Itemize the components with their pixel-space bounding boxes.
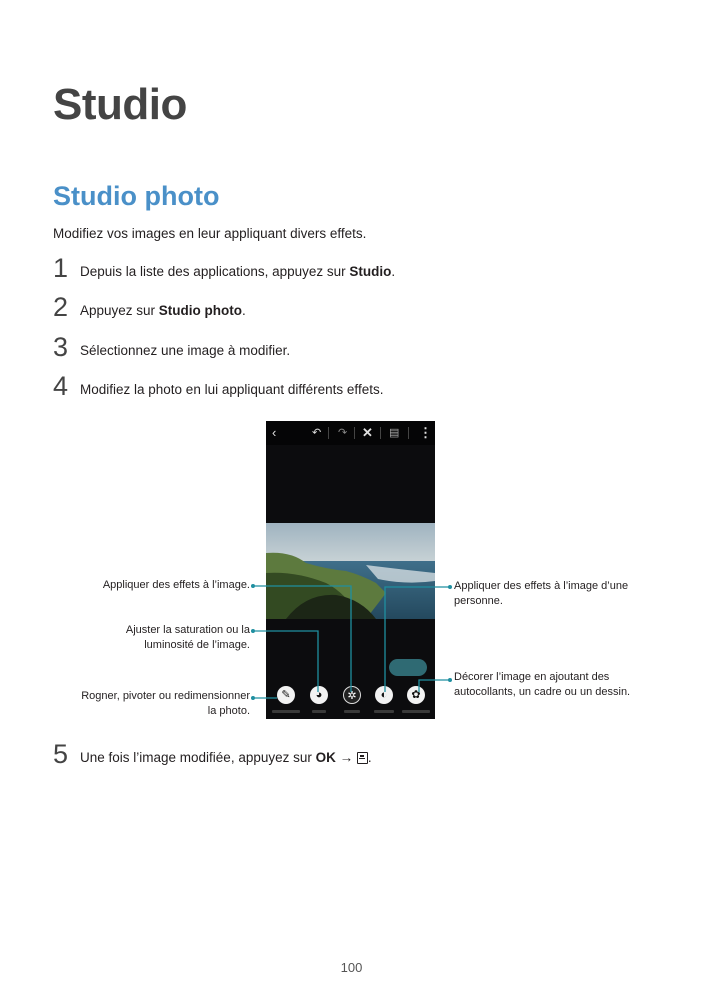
intro-text: Modifiez vos images en leur appliquant divers effets. xyxy=(53,226,367,241)
portrait-icon[interactable]: ◐ xyxy=(375,686,393,704)
page-number: 100 xyxy=(340,960,363,975)
callout-effects: Appliquer des effets à l’image. xyxy=(102,579,250,591)
more-options-icon[interactable]: ⋮ xyxy=(419,425,432,440)
step-number: 2 xyxy=(53,292,69,322)
magic-wand-icon[interactable]: ✲ xyxy=(343,686,361,704)
undo-icon[interactable]: ↶ xyxy=(312,427,322,439)
step-number: 4 xyxy=(53,371,69,401)
section-title: Studio photo xyxy=(53,181,220,211)
step-text: Depuis la liste des applications, appuyez sur Studio. xyxy=(80,264,396,279)
callout-portrait: Appliquer des effets à l’image d’une personne. xyxy=(454,580,629,607)
step-text: Une fois l’image modifiée, appuyez sur OK → . xyxy=(80,750,372,765)
save-icon xyxy=(357,752,368,764)
step-number: 3 xyxy=(53,332,69,362)
callout-saturation: Ajuster la saturation ou la luminosité de l’image. xyxy=(125,624,250,651)
step-number: 5 xyxy=(53,739,69,769)
step-text: Appuyez sur Studio photo. xyxy=(80,303,246,318)
step-text: Sélectionnez une image à modifier. xyxy=(80,343,291,358)
callout-crop: Rogner, pivoter ou redimensionner la photo. xyxy=(81,690,250,717)
redo-icon[interactable]: ↷ xyxy=(338,427,348,439)
step-number: 1 xyxy=(53,253,69,283)
chapter-title: Studio xyxy=(53,80,187,129)
sticker-icon[interactable]: ✿ xyxy=(407,686,425,704)
save-icon[interactable]: ▤ xyxy=(389,427,400,439)
step-text: Modifiez la photo en lui appliquant différents effets. xyxy=(80,382,384,397)
callout-decorate: Décorer l’image en ajoutant des autocollants, un cadre ou un dessin. xyxy=(454,671,631,698)
wrench-icon[interactable]: ✎ xyxy=(277,686,295,704)
back-arrow-icon[interactable]: ‹ xyxy=(272,425,277,440)
close-icon[interactable]: ✕ xyxy=(362,425,373,440)
palette-icon[interactable]: ◕ xyxy=(310,686,328,704)
